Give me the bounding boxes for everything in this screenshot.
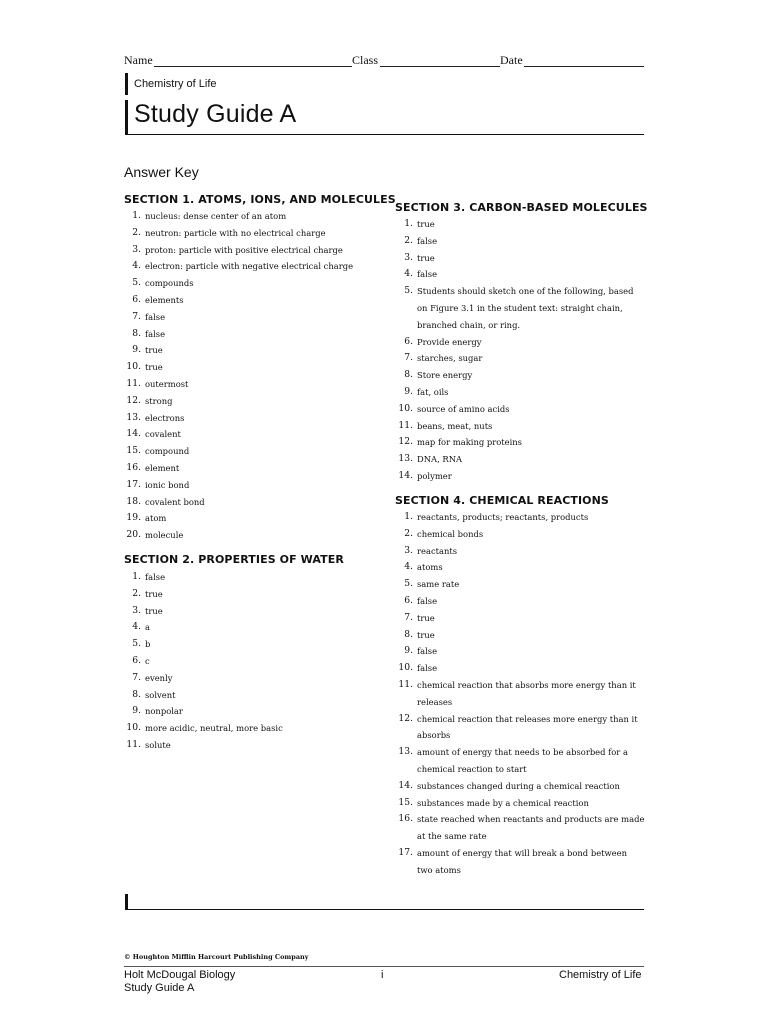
answer-item xyxy=(404,593,645,610)
answer-item xyxy=(404,334,645,351)
answer-text: nonpolar xyxy=(145,706,183,717)
footer-chapter: Chemistry of Life xyxy=(559,969,642,981)
answer-item xyxy=(132,309,375,326)
answer-item xyxy=(404,367,645,384)
title-rule xyxy=(125,134,644,135)
answer-number: 12. xyxy=(398,712,413,724)
section-2-title: SECTION 2. PROPERTIES OF WATER xyxy=(124,553,344,566)
answer-text: atoms xyxy=(417,562,443,573)
page-number: i xyxy=(381,969,384,981)
answer-item xyxy=(398,418,645,435)
answer-item xyxy=(126,737,375,754)
title-bar xyxy=(125,100,128,135)
answer-item xyxy=(404,576,645,593)
answer-text: amount of energy that needs to be absorbed for a chemical reaction to start xyxy=(417,747,628,774)
class-line xyxy=(380,66,500,67)
answer-number: 3. xyxy=(404,544,413,556)
answer-item xyxy=(132,586,375,603)
answer-item xyxy=(126,527,375,544)
answer-item xyxy=(398,811,645,845)
answer-number: 4. xyxy=(132,260,141,272)
answer-text: true xyxy=(145,588,163,599)
answer-item xyxy=(398,401,645,418)
answer-text: Provide energy xyxy=(417,336,482,347)
name-line xyxy=(154,66,352,67)
answer-number: 15. xyxy=(398,796,413,808)
answer-number: 2. xyxy=(404,234,413,246)
answer-item xyxy=(132,342,375,359)
date-line xyxy=(524,66,644,67)
answer-number: 8. xyxy=(132,327,141,339)
answer-text: substances made by a chemical reaction xyxy=(417,797,589,808)
answer-item xyxy=(398,451,645,468)
answer-item xyxy=(404,559,645,576)
answer-text: substances changed during a chemical reaction xyxy=(417,780,620,791)
answer-text: same rate xyxy=(417,579,460,590)
answer-number: 10. xyxy=(126,722,141,734)
answer-item xyxy=(132,258,375,275)
section-3-list xyxy=(398,216,645,485)
answer-text: false xyxy=(145,311,166,322)
answer-text: covalent xyxy=(145,429,181,440)
answer-item xyxy=(398,711,645,745)
answer-item xyxy=(398,744,645,778)
answer-number: 4. xyxy=(132,621,141,633)
answer-number: 13. xyxy=(126,411,141,423)
answer-item xyxy=(404,350,645,367)
answer-text: neutron: particle with no electrical charge xyxy=(145,227,326,238)
answer-text: true xyxy=(417,252,435,263)
answer-text: starches, sugar xyxy=(417,353,483,364)
answer-text: compounds xyxy=(145,278,194,289)
answer-item xyxy=(126,460,375,477)
answer-item xyxy=(404,266,645,283)
answer-text: reactants xyxy=(417,545,458,556)
answer-key-heading: Answer Key xyxy=(124,164,199,180)
answer-item xyxy=(132,670,375,687)
answer-text: atom xyxy=(145,513,167,524)
answer-item xyxy=(404,543,645,560)
section-1-title: SECTION 1. ATOMS, IONS, AND MOLECULES xyxy=(124,193,396,206)
bottom-rule xyxy=(125,909,644,910)
answer-text: false xyxy=(145,328,166,339)
answer-text: compound xyxy=(145,446,190,457)
answer-number: 6. xyxy=(404,594,413,606)
answer-item xyxy=(404,610,645,627)
answer-number: 12. xyxy=(398,436,413,448)
answer-text: elements xyxy=(145,294,184,305)
subject-label: Chemistry of Life xyxy=(134,78,217,90)
answer-text: state reached when reactants and products are made at the same rate xyxy=(417,814,645,842)
answer-text: covalent bond xyxy=(145,496,205,507)
answer-item xyxy=(404,233,645,250)
answer-number: 11. xyxy=(126,738,141,750)
answer-item xyxy=(398,677,645,711)
answer-number: 10. xyxy=(398,402,413,414)
section-2-list xyxy=(126,569,375,754)
answer-text: true xyxy=(417,612,435,623)
answer-number: 7. xyxy=(404,352,413,364)
answer-text: chemical reaction that releases more energy than it absorbs xyxy=(417,713,638,741)
answer-text: false xyxy=(145,572,166,582)
answer-number: 6. xyxy=(132,654,141,666)
answer-text: Students should sketch one of the following, based on Figure 3.1 in the student text: straight chain, branched chain, or ring. xyxy=(417,286,634,330)
answer-number: 14. xyxy=(126,428,141,440)
answer-item xyxy=(132,292,375,309)
answer-text: false xyxy=(417,235,438,246)
answer-text: outermost xyxy=(145,378,189,389)
answer-text: false xyxy=(417,646,438,657)
answer-text: electrons xyxy=(145,412,185,423)
answer-number: 9. xyxy=(132,344,141,356)
answer-text: polymer xyxy=(417,470,452,481)
answer-number: 5. xyxy=(132,277,141,289)
answer-text: b xyxy=(145,639,151,650)
answer-item xyxy=(126,477,375,494)
answer-text: reactants, products; reactants, products xyxy=(417,512,589,522)
answer-item xyxy=(404,250,645,267)
answer-text: fat, oils xyxy=(417,386,449,397)
answer-number: 10. xyxy=(398,662,413,674)
answer-item xyxy=(132,225,375,242)
answer-number: 14. xyxy=(398,779,413,791)
answer-item xyxy=(398,845,645,879)
answer-number: 9. xyxy=(132,705,141,717)
answer-number: 1. xyxy=(132,571,141,582)
answer-text: more acidic, neutral, more basic xyxy=(145,723,283,734)
section-4-title: SECTION 4. CHEMICAL REACTIONS xyxy=(395,494,609,507)
answer-number: 1. xyxy=(132,210,141,221)
answer-number: 2. xyxy=(132,587,141,599)
answer-number: 6. xyxy=(132,293,141,305)
answer-number: 6. xyxy=(404,335,413,347)
answer-number: 1. xyxy=(404,511,413,522)
answer-item xyxy=(404,283,645,333)
answer-number: 17. xyxy=(126,478,141,490)
answer-number: 11. xyxy=(398,678,413,690)
answer-number: 3. xyxy=(132,604,141,616)
answer-text: map for making proteins xyxy=(417,437,522,448)
answer-number: 3. xyxy=(404,251,413,263)
section-1-list xyxy=(126,208,375,544)
answer-text: ionic bond xyxy=(145,479,190,490)
answer-number: 13. xyxy=(398,453,413,465)
name-label: Name xyxy=(124,53,153,67)
answer-number: 12. xyxy=(126,394,141,406)
answer-item xyxy=(398,660,645,677)
footer-book-title: Holt McDougal Biology xyxy=(124,969,236,981)
answer-number: 10. xyxy=(126,361,141,373)
answer-text: proton: particle with positive electrical charge xyxy=(145,244,343,255)
answer-number: 8. xyxy=(404,369,413,381)
answer-number: 7. xyxy=(404,611,413,623)
page-title: Study Guide A xyxy=(134,100,297,128)
answer-item xyxy=(404,216,645,233)
answer-text: DNA, RNA xyxy=(417,454,463,465)
answer-item xyxy=(126,720,375,737)
answer-item xyxy=(126,410,375,427)
answer-item xyxy=(398,795,645,812)
answer-number: 18. xyxy=(126,495,141,507)
answer-item xyxy=(132,603,375,620)
answer-text: electron: particle with negative electrical charge xyxy=(145,261,354,272)
answer-item xyxy=(126,443,375,460)
answer-number: 8. xyxy=(132,688,141,700)
answer-number: 8. xyxy=(404,628,413,640)
bottom-bar xyxy=(125,894,128,910)
answer-item xyxy=(126,376,375,393)
answer-text: false xyxy=(417,663,438,674)
answer-number: 13. xyxy=(398,746,413,758)
name-class-date-row xyxy=(124,53,644,69)
answer-text: false xyxy=(417,595,438,606)
answer-text: true xyxy=(417,629,435,640)
answer-item xyxy=(132,687,375,704)
answer-item xyxy=(132,326,375,343)
answer-number: 2. xyxy=(132,226,141,238)
answer-number: 19. xyxy=(126,512,141,524)
answer-text: false xyxy=(417,269,438,280)
answer-item xyxy=(404,526,645,543)
answer-number: 5. xyxy=(404,285,413,297)
answer-number: 7. xyxy=(132,671,141,683)
answer-item xyxy=(132,208,375,225)
answer-item xyxy=(132,569,375,586)
answer-text: true xyxy=(145,345,163,356)
answer-item xyxy=(126,359,375,376)
answer-number: 16. xyxy=(398,813,413,825)
answer-text: solvent xyxy=(145,689,176,700)
answer-text: true xyxy=(145,362,163,373)
answer-item xyxy=(398,468,645,485)
answer-text: chemical bonds xyxy=(417,528,484,539)
answer-number: 16. xyxy=(126,461,141,473)
section-3-title: SECTION 3. CARBON-BASED MOLECULES xyxy=(395,201,648,214)
answer-number: 5. xyxy=(132,638,141,650)
answer-number: 4. xyxy=(404,268,413,280)
answer-item xyxy=(126,426,375,443)
date-label: Date xyxy=(500,53,523,67)
answer-item xyxy=(126,510,375,527)
answer-text: evenly xyxy=(145,672,173,683)
answer-item xyxy=(398,434,645,451)
answer-item xyxy=(132,703,375,720)
answer-item xyxy=(404,643,645,660)
answer-text: nucleus: dense center of an atom xyxy=(145,211,287,221)
subject-bar xyxy=(125,73,128,95)
answer-number: 5. xyxy=(404,578,413,590)
answer-number: 11. xyxy=(398,419,413,431)
answer-item xyxy=(126,393,375,410)
answer-item xyxy=(132,636,375,653)
section-4-list xyxy=(398,509,645,879)
answer-item xyxy=(132,653,375,670)
answer-item xyxy=(126,494,375,511)
answer-number: 9. xyxy=(404,385,413,397)
answer-number: 17. xyxy=(398,846,413,858)
copyright-notice: © Houghton Mifflin Harcourt Publishing Company xyxy=(124,953,309,961)
answer-number: 9. xyxy=(404,645,413,657)
answer-number: 7. xyxy=(132,310,141,322)
answer-number: 2. xyxy=(404,527,413,539)
answer-item xyxy=(132,275,375,292)
answer-number: 3. xyxy=(132,243,141,255)
answer-item xyxy=(132,619,375,636)
answer-text: solute xyxy=(145,739,171,750)
footer-book-subtitle: Study Guide A xyxy=(124,982,195,994)
answer-number: 15. xyxy=(126,445,141,457)
answer-text: true xyxy=(145,605,163,616)
answer-number: 1. xyxy=(404,218,413,229)
answer-text: chemical reaction that absorbs more energy than it releases xyxy=(417,679,636,707)
answer-text: c xyxy=(145,655,150,666)
answer-text: a xyxy=(145,622,150,633)
answer-text: amount of energy that will break a bond between two atoms xyxy=(417,847,627,875)
answer-number: 14. xyxy=(398,469,413,481)
answer-text: beans, meat, nuts xyxy=(417,420,493,431)
answer-text: true xyxy=(417,219,435,229)
answer-item xyxy=(404,384,645,401)
answer-text: source of amino acids xyxy=(417,403,510,414)
answer-text: strong xyxy=(145,395,173,406)
answer-item xyxy=(404,509,645,526)
answer-text: Store energy xyxy=(417,370,473,381)
answer-text: molecule xyxy=(145,530,184,541)
answer-item xyxy=(398,778,645,795)
class-label: Class xyxy=(352,53,379,67)
answer-item xyxy=(132,242,375,259)
answer-text: element xyxy=(145,462,180,473)
answer-item xyxy=(404,627,645,644)
footer-rule xyxy=(124,966,644,967)
answer-number: 4. xyxy=(404,561,413,573)
answer-number: 20. xyxy=(126,529,141,541)
answer-number: 11. xyxy=(126,377,141,389)
